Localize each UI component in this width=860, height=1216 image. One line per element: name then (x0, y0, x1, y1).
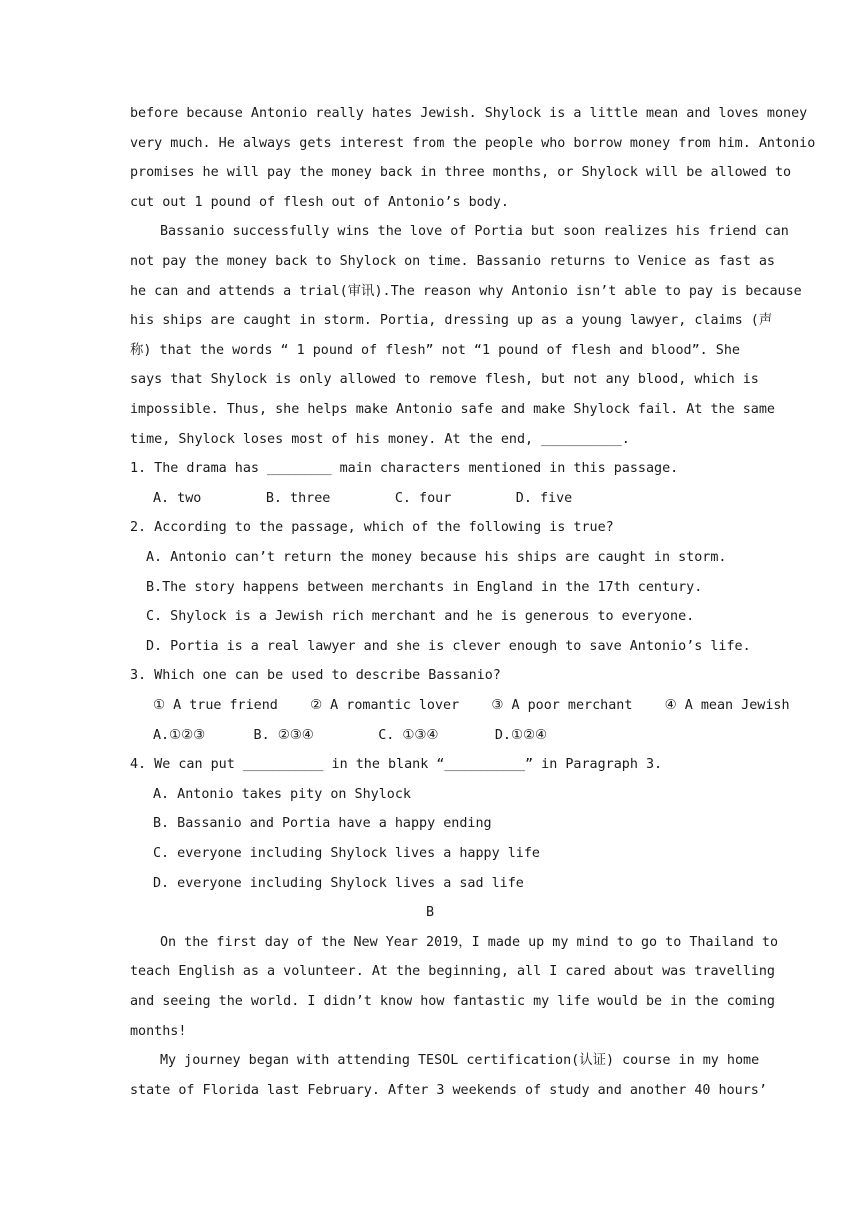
passage-a-line: before because Antonio really hates Jewish. Shylock is a little mean and loves money (130, 106, 808, 121)
passage-b-paragraph-1-start: On the first day of the New Year 2019，I made up my mind to go to Thailand to (160, 935, 779, 950)
passage-a-line: promises he will pay the money back in three months, or Shylock will be allowed to (130, 165, 792, 180)
question-2-option-c: C. Shylock is a Jewish rich merchant and he is generous to everyone. (146, 609, 695, 624)
question-4-option-b: B. Bassanio and Portia have a happy ending (153, 816, 492, 831)
passage-b-line: and seeing the world. I didn’t know how fantastic my life would be in the coming (130, 994, 775, 1009)
passage-a-line: 称) that the words “ 1 pound of flesh” not “1 pound of flesh and blood”. She (130, 343, 740, 358)
question-4: 4. We can put __________ in the blank “__________” in Paragraph 3. (130, 757, 663, 772)
section-heading: B (425, 905, 435, 920)
question-2-option-d: D. Portia is a real lawyer and she is clever enough to save Antonio’s life. (146, 639, 751, 654)
passage-a-line: very much. He always gets interest from the people who borrow money from him. Antonio (130, 136, 816, 151)
passage-a-line: cut out 1 pound of flesh out of Antonio’s body. (130, 195, 509, 210)
question-4-option-d: D. everyone including Shylock lives a sad life (153, 876, 524, 891)
passage-b-line: state of Florida last February. After 3 weekends of study and another 40 hours’ (130, 1083, 767, 1098)
passage-a-line: time, Shylock loses most of his money. At the end, __________. (130, 432, 630, 447)
passage-a-line: his ships are caught in storm. Portia, dressing up as a young lawyer, claims (声 (130, 313, 773, 328)
question-2: 2. According to the passage, which of the following is true? (130, 520, 614, 535)
question-1-options: A. two B. three C. four D. five (153, 491, 573, 506)
passage-a-line: not pay the money back to Shylock on time. Bassanio returns to Venice as fast as (130, 254, 775, 269)
question-3-items: ① A true friend ② A romantic lover ③ A poor merchant ④ A mean Jewish (153, 698, 790, 713)
question-4-option-c: C. everyone including Shylock lives a happy life (153, 846, 540, 861)
question-2-option-b: B.The story happens between merchants in England in the 17th century. (146, 580, 703, 595)
question-2-option-a: A. Antonio can’t return the money because his ships are caught in storm. (146, 550, 727, 565)
question-3-options: A.①②③ B. ②③④ C. ①③④ D.①②④ (153, 728, 547, 743)
passage-a-paragraph-3-start: Bassanio successfully wins the love of Portia but soon realizes his friend can (160, 224, 789, 239)
passage-b-paragraph-2-start: My journey began with attending TESOL certification(认证) course in my home (160, 1053, 760, 1068)
question-4-option-a: A. Antonio takes pity on Shylock (153, 787, 411, 802)
question-1: 1. The drama has ________ main characters mentioned in this passage. (130, 461, 679, 476)
question-3: 3. Which one can be used to describe Bassanio? (130, 668, 501, 683)
passage-a-line: says that Shylock is only allowed to remove flesh, but not any blood, which is (130, 372, 759, 387)
passage-a-line: impossible. Thus, she helps make Antonio safe and make Shylock fail. At the same (130, 402, 775, 417)
passage-a-line: he can and attends a trial(审讯).The reason why Antonio isn’t able to pay is because (130, 284, 802, 299)
passage-b-line: months! (130, 1024, 187, 1039)
passage-b-line: teach English as a volunteer. At the beginning, all I cared about was travelling (130, 964, 775, 979)
